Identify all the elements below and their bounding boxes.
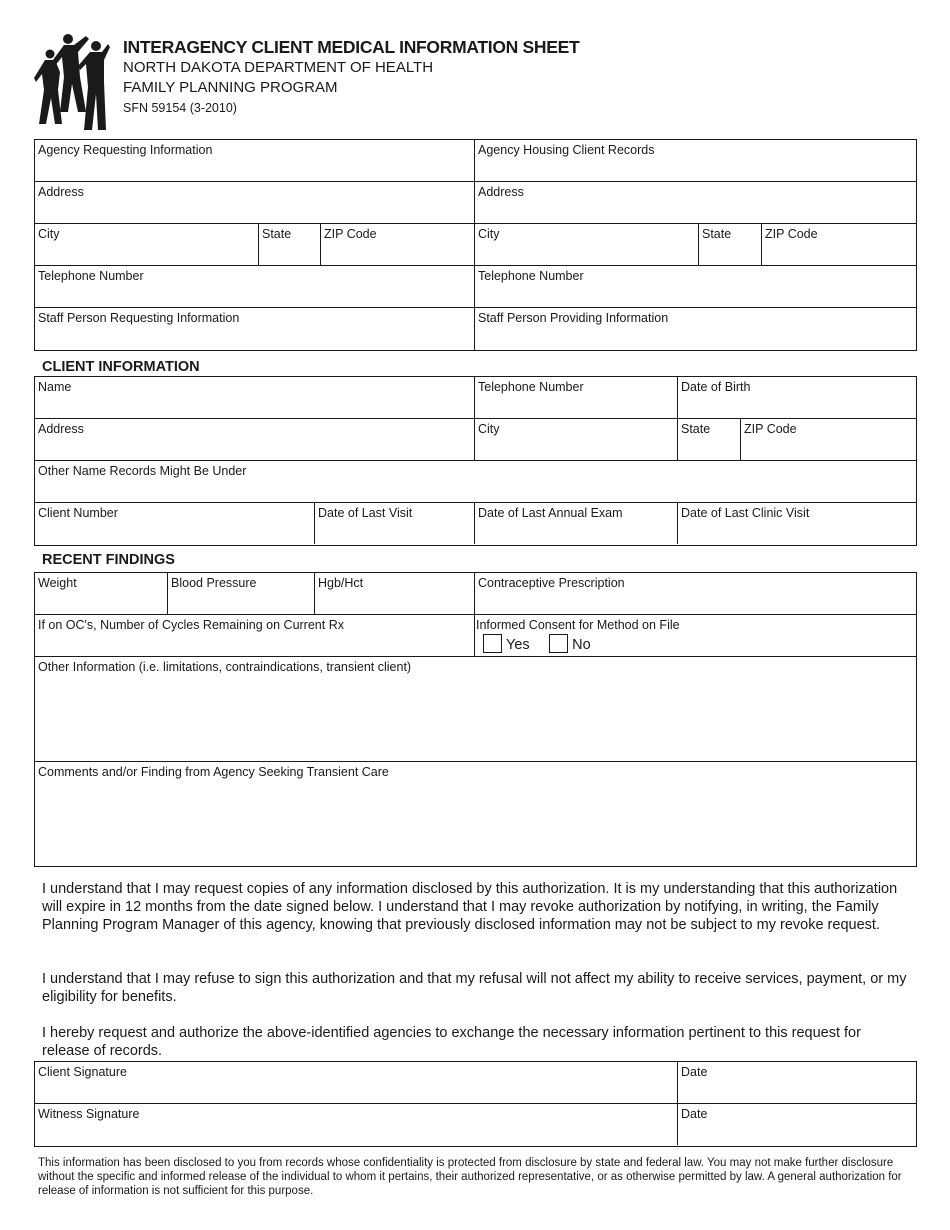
consent-yes-checkbox[interactable] (483, 634, 502, 653)
housing-city-field[interactable]: City (478, 227, 500, 241)
housing-zip-field[interactable]: ZIP Code (765, 227, 818, 241)
client-signature-field[interactable]: Client Signature (38, 1065, 127, 1079)
witness-signature-field[interactable]: Witness Signature (38, 1107, 140, 1121)
client-dob-field[interactable]: Date of Birth (681, 380, 751, 394)
department-name: NORTH DAKOTA DEPARTMENT OF HEALTH (123, 59, 434, 76)
recent-findings-heading: RECENT FINDINGS (42, 552, 175, 568)
last-clinic-visit-field[interactable]: Date of Last Clinic Visit (681, 506, 810, 520)
family-figures-logo-icon (34, 32, 110, 132)
other-name-field[interactable]: Other Name Records Might Be Under (38, 464, 247, 478)
program-name: FAMILY PLANNING PROGRAM (123, 79, 338, 96)
requesting-address-field[interactable]: Address (38, 185, 84, 199)
housing-address-field[interactable]: Address (478, 185, 524, 199)
agency-housing-field[interactable]: Agency Housing Client Records (478, 143, 655, 157)
client-address-field[interactable]: Address (38, 422, 84, 436)
requesting-city-field[interactable]: City (38, 227, 60, 241)
requesting-telephone-field[interactable]: Telephone Number (38, 269, 144, 283)
weight-field[interactable]: Weight (38, 576, 77, 590)
witness-signature-date-field[interactable]: Date (681, 1107, 708, 1121)
comments-field[interactable]: Comments and/or Finding from Agency Seeking Transient Care (38, 765, 389, 779)
consent-yes-label: Yes (506, 637, 530, 653)
cycles-remaining-field[interactable]: If on OC's, Number of Cycles Remaining on Current Rx (38, 618, 344, 632)
client-zip-field[interactable]: ZIP Code (744, 422, 797, 436)
contraceptive-rx-field[interactable]: Contraceptive Prescription (478, 576, 625, 590)
blood-pressure-field[interactable]: Blood Pressure (171, 576, 257, 590)
form-title: INTERAGENCY CLIENT MEDICAL INFORMATION SHEET (123, 37, 580, 57)
staff-requesting-field[interactable]: Staff Person Requesting Information (38, 311, 240, 325)
other-information-field[interactable]: Other Information (i.e. limitations, contraindications, transient client) (38, 660, 412, 674)
form-number: SFN 59154 (3-2010) (123, 101, 237, 115)
confidentiality-notice: This information has been disclosed to you from records whose confidentiality is protected from disclosure by state and federal law. You may not make further disclosure without the specific and informed release of the individual to whom it pertains, their authorized representative, or as otherwise permitted by law. A general authorization for release of information is not sufficient for this purpose. (38, 1157, 902, 1197)
housing-state-field[interactable]: State (702, 227, 732, 241)
client-signature-date-field[interactable]: Date (681, 1065, 708, 1079)
client-state-field[interactable]: State (681, 422, 711, 436)
hgb-hct-field[interactable]: Hgb/Hct (318, 576, 364, 590)
consent-no-checkbox[interactable] (549, 634, 568, 653)
staff-providing-field[interactable]: Staff Person Providing Information (478, 311, 669, 325)
last-visit-field[interactable]: Date of Last Visit (318, 506, 413, 520)
authorization-paragraph-3: I hereby request and authorize the above-identified agencies to exchange the necessary information pertinent to this request for release of records. (42, 1025, 861, 1059)
housing-telephone-field[interactable]: Telephone Number (478, 269, 584, 283)
form-header (123, 36, 579, 118)
informed-consent-label: Informed Consent for Method on File (476, 618, 680, 632)
authorization-paragraph-2: I understand that I may refuse to sign this authorization and that my refusal will not affect my ability to receive services, payment, or my eligibility for benefits. (42, 971, 907, 1005)
client-name-field[interactable]: Name (38, 380, 72, 394)
informed-consent-field (473, 615, 915, 656)
client-number-field[interactable]: Client Number (38, 506, 118, 520)
authorization-paragraph-1: I understand that I may request copies of any information disclosed by this authorization. It is my understanding that this authorization will expire in 12 months from the date signed below. I understand that I may revoke authorization by notifying, in writing, the Family Planning Program Manager of this agency, knowing that previously disclosed information may not be subject to my revoke request. (42, 881, 898, 933)
client-city-field[interactable]: City (478, 422, 500, 436)
client-information-heading: CLIENT INFORMATION (42, 359, 200, 375)
consent-no-label: No (572, 637, 591, 653)
requesting-state-field[interactable]: State (262, 227, 292, 241)
client-telephone-field[interactable]: Telephone Number (478, 380, 584, 394)
agency-requesting-field[interactable]: Agency Requesting Information (38, 143, 213, 157)
last-annual-exam-field[interactable]: Date of Last Annual Exam (478, 506, 623, 520)
requesting-zip-field[interactable]: ZIP Code (324, 227, 377, 241)
